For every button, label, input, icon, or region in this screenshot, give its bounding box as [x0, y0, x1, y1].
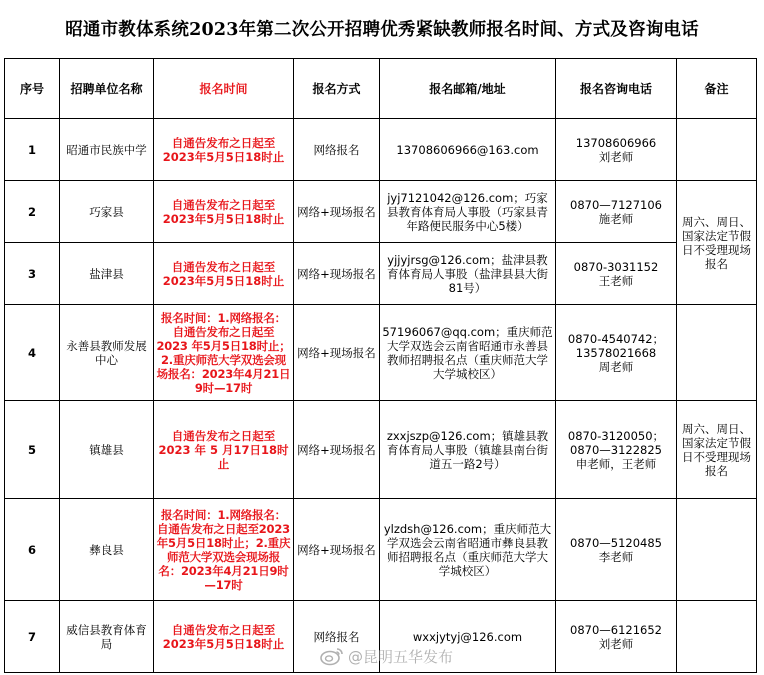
row-time: 自通告发布之日起至2023 年 5 月17日18时止 — [154, 401, 294, 499]
row-note: 周六、周日、国家法定节假日不受理现场报名 — [677, 181, 757, 305]
row-unit: 威信县教育体育局 — [60, 601, 154, 673]
header-email: 报名邮箱/地址 — [380, 59, 556, 119]
row-email: ylzdsh@126.com；重庆师范大学双选会云南省昭通市彝良县教师招聘报名点（重庆师范大学大学城校区） — [380, 499, 556, 601]
row-phone: 13708606966 — [575, 135, 657, 150]
row-seq: 4 — [5, 305, 60, 401]
row-seq: 6 — [5, 499, 60, 601]
row-note: 周六、周日、国家法定节假日不受理现场报名 — [677, 401, 757, 499]
row-note-empty — [677, 601, 757, 673]
watermark-text: @昆明五华发布 — [348, 647, 454, 666]
row-seq: 5 — [5, 401, 60, 499]
page-title: 昭通市教体系统2023年第二次公开招聘优秀紧缺教师报名时间、方式及咨询电话 — [65, 19, 699, 40]
table-row — [5, 119, 757, 181]
row-phone-cell — [556, 401, 677, 499]
row-seq: 2 — [5, 181, 60, 243]
table-row — [5, 243, 757, 305]
header-seq: 序号 — [5, 59, 60, 119]
row-unit: 巧家县 — [60, 181, 154, 243]
row-phone: 0870—6121652 — [570, 622, 662, 637]
row-time: 自通告发布之日起至2023年5月5日18时止 — [154, 243, 294, 305]
header-note: 备注 — [677, 59, 757, 119]
table-row — [5, 601, 757, 673]
row-contact: 申老师，王老师 — [575, 456, 657, 471]
header-row — [5, 59, 757, 119]
row-contact: 刘老师 — [598, 149, 634, 164]
row-method: 网络报名 — [294, 119, 380, 181]
row-seq: 7 — [5, 601, 60, 673]
row-method: 网络+现场报名 — [294, 305, 380, 401]
header-unit: 招聘单位名称 — [60, 59, 154, 119]
row-method: 网络+现场报名 — [294, 401, 380, 499]
row-contact: 周老师 — [598, 359, 634, 374]
row-unit: 彝良县 — [60, 499, 154, 601]
row-time: 报名时间：1.网络报名：自通告发布之日起至 2023 年5月5日18时止；2.重庆师范大学双选会现场报名：2023年4月21日9时—17时 — [154, 305, 294, 401]
table-row — [5, 401, 757, 499]
row-email: jyj7121042@126.com；巧家县教育体育局人事股（巧家县青年路便民服务中心5楼） — [380, 181, 556, 243]
row-phone-cell — [556, 119, 677, 181]
table-row — [5, 499, 757, 601]
row-phone-cell — [556, 181, 677, 243]
row-seq: 3 — [5, 243, 60, 305]
row-unit: 永善县教师发展中心 — [60, 305, 154, 401]
header-phone: 报名咨询电话 — [556, 59, 677, 119]
row-email: yjjyjrsg@126.com；盐津县教育体育局人事股（盐津县县大街81号） — [380, 243, 556, 305]
row-seq: 1 — [5, 119, 60, 181]
row-phone: 0870—5120485 — [570, 535, 662, 550]
row-time: 自通告发布之日起至2023年5月5日18时止 — [154, 181, 294, 243]
row-phone: 0870-3120050；0870—3122825 — [567, 428, 665, 457]
row-contact: 施老师 — [598, 211, 634, 226]
row-phone-cell — [556, 499, 677, 601]
row-contact: 刘老师 — [598, 636, 634, 651]
row-unit: 镇雄县 — [60, 401, 154, 499]
row-phone: 0870-4540742；13578021668 — [567, 331, 665, 360]
row-unit: 盐津县 — [60, 243, 154, 305]
row-method: 网络+现场报名 — [294, 499, 380, 601]
row-method: 网络+现场报名 — [294, 181, 380, 243]
row-email: 13708606966@163.com — [380, 119, 556, 181]
row-method: 网络+现场报名 — [294, 243, 380, 305]
row-contact: 李老师 — [598, 549, 634, 564]
row-unit: 昭通市民族中学 — [60, 119, 154, 181]
header-time: 报名时间 — [154, 59, 294, 119]
row-email: 57196067@qq.com；重庆师范大学双选会云南省昭通市永善县教师招聘报名点（重庆师范大学大学城校区） — [380, 305, 556, 401]
row-phone-cell — [556, 305, 677, 401]
row-note-empty — [677, 499, 757, 601]
recruitment-table — [4, 58, 757, 673]
row-phone-cell — [556, 243, 677, 305]
row-method: 网络报名 — [294, 601, 380, 673]
row-email: wxxjytyj@126.com — [380, 601, 556, 673]
row-note-empty — [677, 119, 757, 181]
header-method: 报名方式 — [294, 59, 380, 119]
row-phone-cell — [556, 601, 677, 673]
table-row — [5, 305, 757, 401]
row-note-empty — [677, 305, 757, 401]
table-row — [5, 181, 757, 243]
row-time: 报名时间：1.网络报名：自通告发布之日起至2023年5月5日18时止；2.重庆师范大学双选会现场报名：2023年4月21日9时—17时 — [154, 499, 294, 601]
row-time: 自通告发布之日起至2023年5月5日18时止 — [154, 119, 294, 181]
row-time: 自通告发布之日起至2023年5月5日18时止 — [154, 601, 294, 673]
row-email: zxxjszp@126.com；镇雄县教育体育局人事股（镇雄县南台街道五一路2号） — [380, 401, 556, 499]
row-contact: 王老师 — [598, 273, 634, 288]
row-phone: 0870-3031152 — [573, 259, 659, 274]
row-phone: 0870—7127106 — [570, 197, 662, 212]
